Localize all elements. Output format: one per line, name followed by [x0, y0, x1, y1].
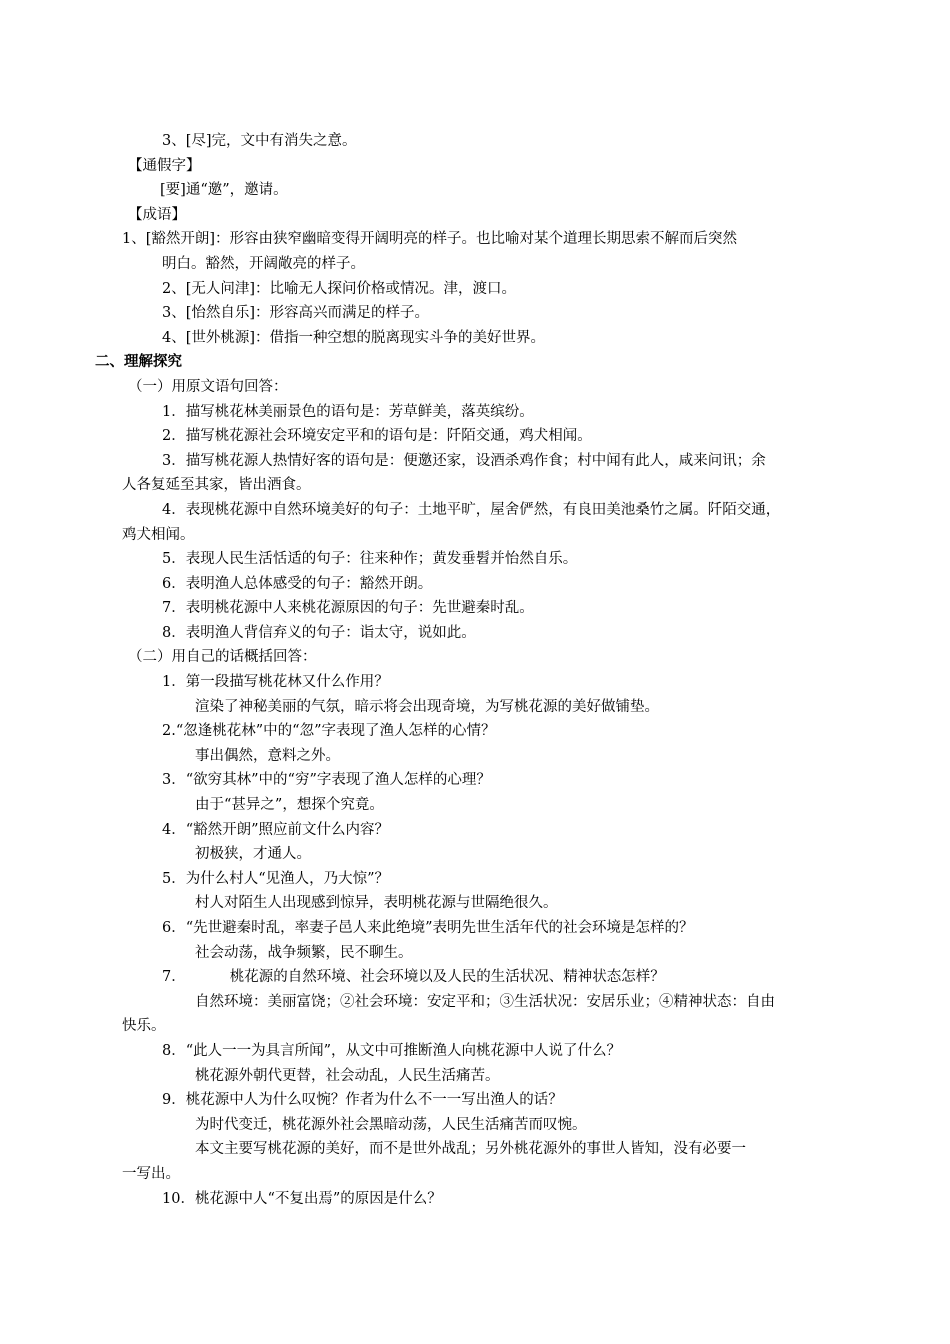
answer-9-part-2: 本文主要写桃花源的美好，而不是世外战乱；另外桃花源外的事世人皆知，没有必要一 [195, 1141, 746, 1158]
answer-2: 事出偶然，意料之外。 [195, 747, 340, 764]
question-2: 2.“忽逢桃花林”中的“忽”字表现了渔人怎样的心情？ [162, 723, 496, 740]
answer-7-continued: 快乐。 [122, 1018, 166, 1035]
question-1: 1．第一段描写桃花林又什么作用？ [162, 674, 389, 691]
question-6: 6．“先世避秦时乱，率妻子邑人来此绝境”表明先世生活年代的社会环境是怎样的？ [162, 920, 694, 936]
question-3: 3．“欲穷其林”中的“穷”字表现了渔人怎样的心理？ [162, 772, 491, 789]
question-4: 4．“豁然开朗”照应前文什么内容？ [162, 821, 390, 838]
answer-8: 桃花源外朝代更替，社会动乱，人民生活痛苦。 [195, 1067, 500, 1084]
question-7-number: 7． [162, 969, 186, 986]
quote-answer-6: 6．表明渔人总体感受的句子：豁然开朗。 [162, 575, 433, 592]
quote-answer-7: 7．表明桃花源中人来桃花源原因的句子：先世避秦时乱。 [162, 600, 534, 617]
question-9: 9．桃花源中人为什么叹惋？作者为什么不一一写出渔人的话？ [162, 1092, 563, 1109]
question-5: 5．为什么村人“见渔人，乃大惊”？ [162, 870, 390, 887]
answer-3: 由于“甚异之”，想探个究竟。 [195, 797, 384, 814]
quote-answer-5: 5．表现人民生活恬适的句子：往来种作；黄发垂髫并怡然自乐。 [162, 551, 578, 568]
vocab-item-3: 3、[尽]完，文中有消失之意。 [162, 133, 357, 149]
answer-5: 村人对陌生人出现感到惊异，表明桃花源与世隔绝很久。 [195, 895, 558, 912]
answer-9-part-1: 为时代变迁，桃花源外社会黑暗动荡，人民生活痛苦而叹惋。 [195, 1116, 587, 1133]
answer-7: 自然环境：美丽富饶；②社会环境：安定平和；③生活状况：安居乐业；④精神状态：自由 [195, 993, 775, 1010]
document-body [0, 129, 950, 1211]
quote-answer-3-continued: 人各复延至其家，皆出酒食。 [122, 477, 311, 494]
answer-6: 社会动荡，战争频繁，民不聊生。 [195, 944, 413, 961]
question-10: 10．桃花源中人“不复出焉”的原因是什么？ [162, 1190, 442, 1207]
quote-answer-2: 2．描写桃花源社会环境安定平和的语句是：阡陌交通，鸡犬相闻。 [162, 428, 592, 445]
question-7 [0, 965, 950, 990]
subsection-heading-1: （一）用原文语句回答： [128, 378, 288, 395]
idiom-item-3: 3、[怡然自乐]：形容高兴而满足的样子。 [162, 305, 430, 322]
answer-9-part-2-continued: 一写出。 [122, 1165, 180, 1182]
idiom-item-1-continued: 明白。豁然，开阔敞亮的样子。 [162, 255, 365, 272]
quote-answer-4: 4．表现桃花源中自然环境美好的句子：土地平旷，屋舍俨然，有良田美池桑竹之属。阡陌交通， [162, 501, 781, 518]
quote-answer-8: 8．表明渔人背信弃义的句子：诣太守，说如此。 [162, 624, 476, 641]
subsection-heading-2: （二）用自己的话概括回答： [128, 649, 317, 666]
tongjiazi-item: [要]通“邀”，邀请。 [160, 182, 288, 199]
answer-1: 渲染了神秘美丽的气氛，暗示将会出现奇境，为写桃花源的美好做铺垫。 [195, 698, 659, 715]
idiom-item-1: 1、[豁然开朗]：形容由狭窄幽暗变得开阔明亮的样子。也比喻对某个道理长期思索不解而后突然 [122, 231, 738, 248]
idiom-item-2: 2、[无人问津]：比喻无人探问价格或情况。津，渡口。 [162, 280, 517, 297]
quote-answer-3: 3．描写桃花源人热情好客的语句是：便邀还家，设酒杀鸡作食；村中闻有此人，咸来问讯；余 [162, 452, 766, 469]
quote-answer-1: 1．描写桃花林美丽景色的语句是：芳草鲜美，落英缤纷。 [162, 403, 534, 420]
question-7-text: 桃花源的自然环境、社会环境以及人民的生活状况、精神状态怎样？ [229, 969, 665, 986]
section-heading-chengyu: 【成语】 [128, 206, 186, 223]
section-heading-understanding: 二、理解探究 [95, 353, 182, 371]
quote-answer-4-continued: 鸡犬相闻。 [122, 526, 195, 543]
question-8: 8．“此人一一为具言所闻”，从文中可推断渔人向桃花源中人说了什么？ [162, 1042, 622, 1059]
idiom-item-4: 4、[世外桃源]：借指一种空想的脱离现实斗争的美好世界。 [162, 329, 546, 346]
section-heading-tongjiazi: 【通假字】 [128, 157, 201, 174]
answer-4: 初极狭，才通人。 [195, 846, 311, 863]
